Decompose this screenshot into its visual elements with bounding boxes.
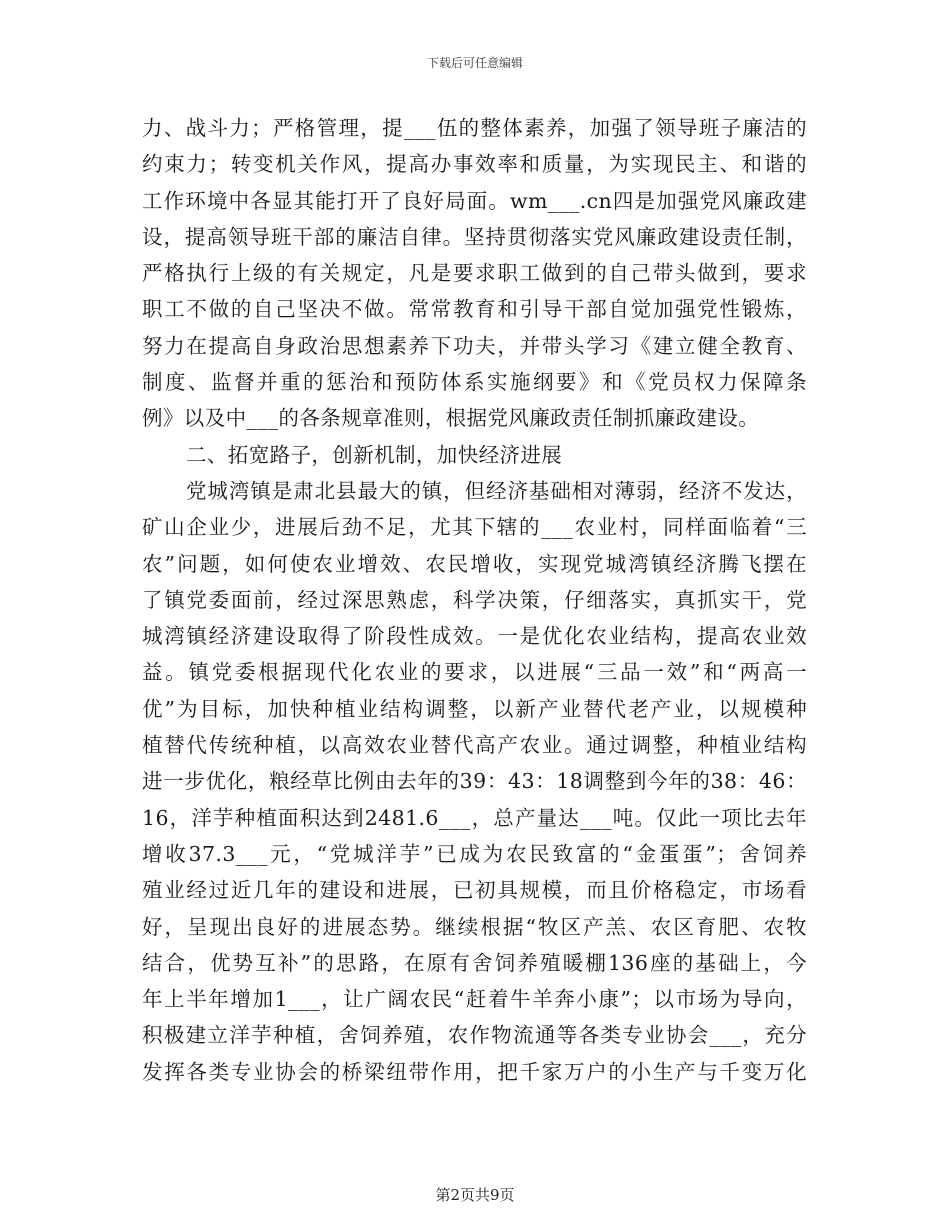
text-line: 积极建立洋芋种植，舍饲养殖，农作物流通等各类专业协会___，充分 — [142, 1023, 807, 1048]
text-line: 了镇党委面前，经过深思熟虑，科学决策，仔细落实，真抓实干，党 — [142, 587, 807, 612]
text-line: 优”为目标，加快种植业结构调整，以新产业替代老产业，以规模种 — [142, 696, 807, 721]
text-line: 严格执行上级的有关规定，凡是要求职工做到的自己带头做到，要求 — [142, 261, 807, 286]
text-line: 年上半年增加1___，让广阔农民“赶着牛羊奔小康”；以市场为导向， — [142, 987, 807, 1012]
text-line: 努力在提高自身政治思想素养下功夫，并带头学习《建立健全教育、 — [142, 333, 807, 358]
document-body — [142, 110, 807, 1090]
text-line: 结合，优势互补”的思路，在原有舍饲养殖暖棚136座的基础上，今 — [142, 950, 807, 975]
text-line: 约束力；转变机关作风，提高办事效率和质量，为实现民主、和谐的 — [142, 152, 807, 177]
text-line: 发挥各类专业协会的桥梁纽带作用，把千家万户的小生产与千变万化 — [142, 1059, 807, 1084]
text-line: 工作环境中各显其能打开了良好局面。wm___.cn四是加强党风廉政建 — [142, 188, 807, 213]
text-line: 16，洋芋种植面积达到2481.6___，总产量达___吨。仅此一项比去年 — [142, 805, 807, 830]
text-line: 例》以及中___的各条规章准则，根据党风廉政责任制抓廉政建设。 — [142, 406, 760, 431]
text-line: 力、战斗力；严格管理，提___伍的整体素养，加强了领导班子廉洁的 — [142, 116, 807, 140]
text-line: 二、拓宽路子，创新机制，加快经济进展 — [186, 442, 563, 467]
page-header: 下载后可任意编辑 — [426, 56, 523, 70]
text-line: 矿山企业少，进展后劲不足，尤其下辖的___农业村，同样面临着“三 — [142, 515, 807, 540]
text-line: 进一步优化，粮经草比例由去年的39：43：18调整到今年的38：46： — [142, 769, 807, 794]
text-line: 城湾镇经济建设取得了阶段性成效。一是优化农业结构，提高农业效 — [142, 624, 807, 649]
text-line: 益。镇党委根据现代化农业的要求，以进展“三品一效”和“两高一 — [142, 660, 807, 685]
text-line: 党城湾镇是肃北县最大的镇，但经济基础相对薄弱，经济不发达， — [186, 478, 807, 503]
text-line: 植替代传统种植，以高效农业替代高产农业。通过调整，种植业结构 — [142, 733, 807, 758]
text-line: 殖业经过近几年的建设和进展，已初具规模，而且价格稳定，市场看 — [142, 878, 807, 903]
text-line: 职工不做的自己坚决不做。常常教育和引导干部自觉加强党性锻炼， — [142, 297, 807, 322]
text-line: 设，提高领导班干部的廉洁自律。坚持贯彻落实党风廉政建设责任制， — [142, 224, 807, 249]
text-line: 制度、监督并重的惩治和预防体系实施纲要》和《党员权力保障条 — [142, 370, 807, 395]
text-line: 增收37.3___元，“党城洋芋”已成为农民致富的“金蛋蛋”；舍饲养 — [142, 841, 807, 866]
page-footer: 第2页共9页 — [435, 1186, 515, 1204]
text-line: 好，呈现出良好的进展态势。继续根据“牧区产羔、农区育肥、农牧 — [142, 914, 807, 939]
text-line: 农”问题，如何使农业增效、农民增收，实现党城湾镇经济腾飞摆在 — [142, 551, 807, 576]
